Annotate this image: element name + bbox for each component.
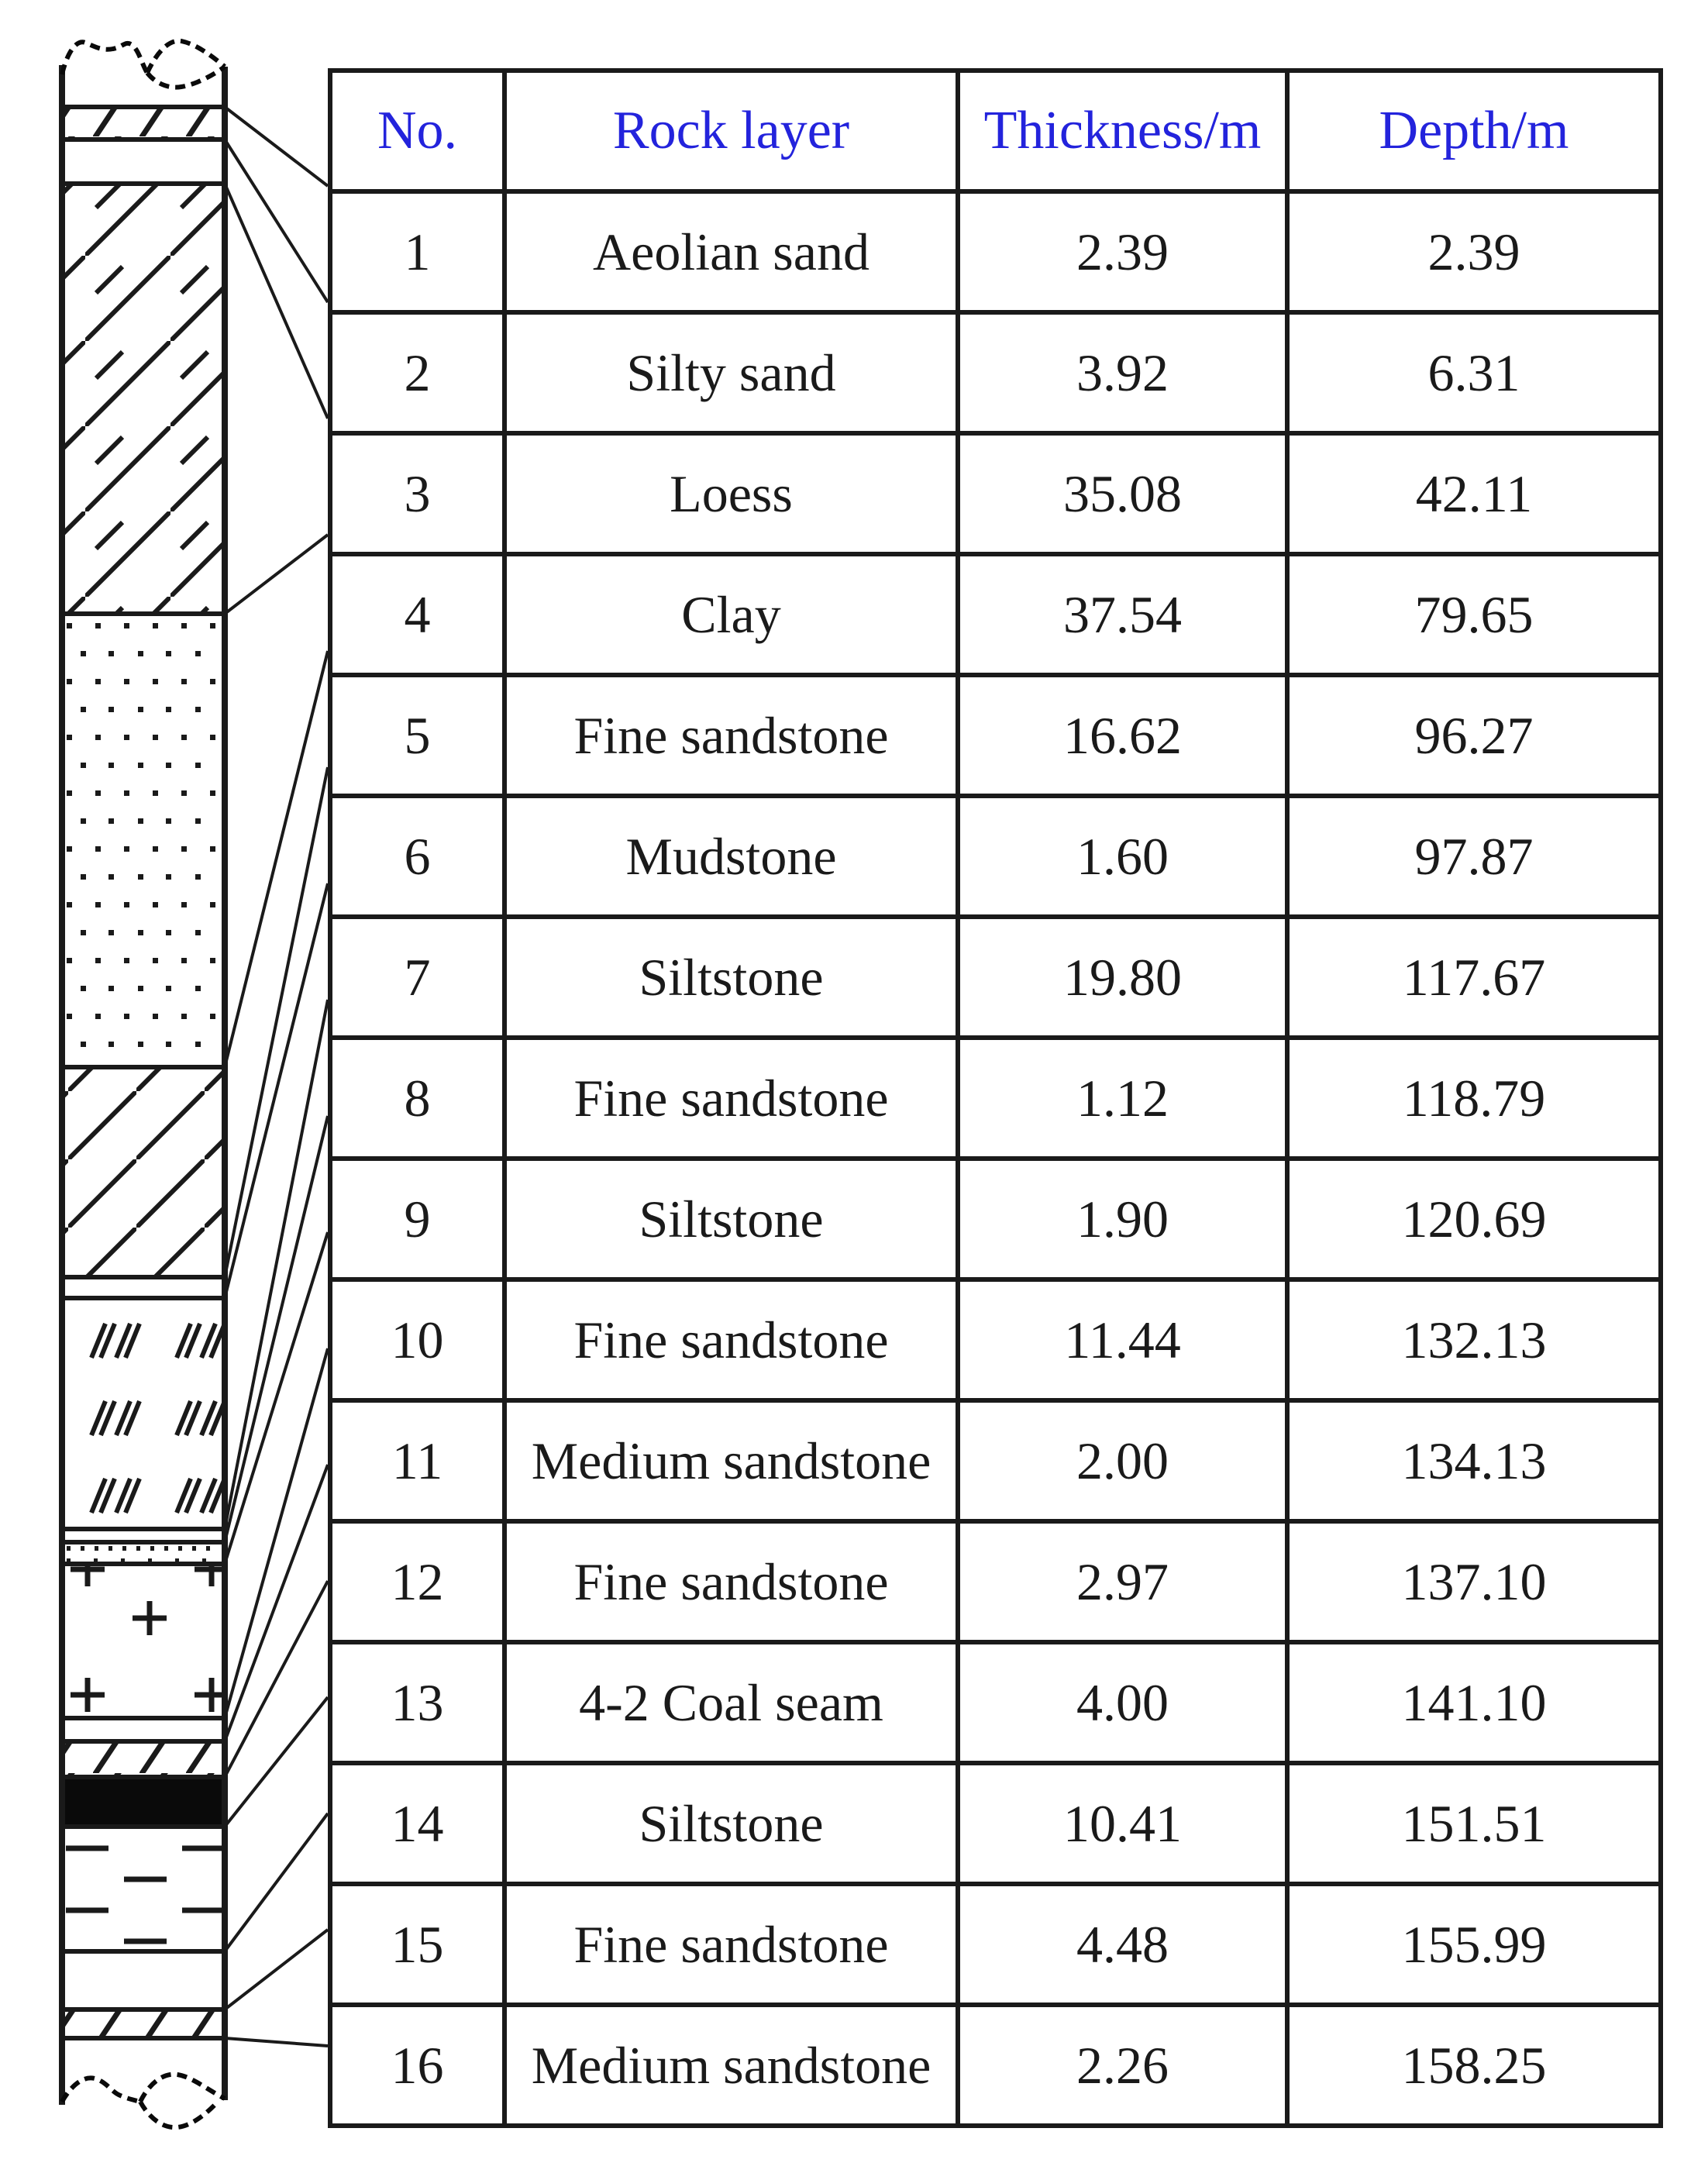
row-2-rock: Silty sand (504, 312, 958, 433)
leader-line (225, 1465, 328, 1741)
row-13-no: 13 (330, 1642, 504, 1763)
row-9-depth: 120.69 (1287, 1159, 1661, 1279)
top-break-wavy-line (62, 41, 225, 88)
row-3-no: 3 (330, 433, 504, 554)
rock-layer-table (328, 68, 1663, 2128)
row-14-depth: 151.51 (1287, 1763, 1661, 1884)
row-8-rock: Fine sandstone (504, 1038, 958, 1159)
row-8-no: 8 (330, 1038, 504, 1159)
row-11-thickness: 2.00 (958, 1400, 1287, 1521)
leader-line (225, 767, 328, 1277)
row-1-no: 1 (330, 191, 504, 312)
row-13-thickness: 4.00 (958, 1642, 1287, 1763)
leader-line (225, 535, 328, 614)
row-10-no: 10 (330, 1279, 504, 1400)
row-12-no: 12 (330, 1521, 504, 1642)
row-3-thickness: 35.08 (958, 433, 1287, 554)
header-rock-layer: Rock layer (504, 71, 958, 191)
row-2-depth: 6.31 (1287, 312, 1661, 433)
row-7-no: 7 (330, 917, 504, 1038)
leader-line (225, 1930, 328, 2009)
row-11-rock: Medium sandstone (504, 1400, 958, 1521)
row-6-thickness: 1.60 (958, 796, 1287, 917)
band-layer-4 (62, 614, 225, 1067)
row-4-no: 4 (330, 554, 504, 675)
table-row (330, 312, 1661, 433)
row-11-depth: 134.13 (1287, 1400, 1661, 1521)
table-row (330, 1159, 1661, 1279)
bottom-break-wavy-line (62, 2075, 225, 2128)
band-layer-7 (62, 1298, 225, 1529)
table-row (330, 1884, 1661, 2005)
row-4-depth: 79.65 (1287, 554, 1661, 675)
row-16-depth: 158.25 (1287, 2005, 1661, 2126)
row-1-depth: 2.39 (1287, 191, 1661, 312)
table-row (330, 191, 1661, 312)
row-12-depth: 137.10 (1287, 1521, 1661, 1642)
leader-line (225, 1697, 328, 1827)
header-no: No. (330, 71, 504, 191)
row-15-thickness: 4.48 (958, 1884, 1287, 2005)
row-3-rock: Loess (504, 433, 958, 554)
row-5-no: 5 (330, 675, 504, 796)
leader-line (225, 107, 328, 186)
row-2-thickness: 3.92 (958, 312, 1287, 433)
row-1-thickness: 2.39 (958, 191, 1287, 312)
header-thickness: Thickness/m (958, 71, 1287, 191)
table-header-row (330, 71, 1661, 191)
table-row (330, 917, 1661, 1038)
row-5-depth: 96.27 (1287, 675, 1661, 796)
row-7-rock: Siltstone (504, 917, 958, 1038)
row-15-depth: 155.99 (1287, 1884, 1661, 2005)
table-row (330, 1279, 1661, 1400)
table-row (330, 1642, 1661, 1763)
row-14-rock: Siltstone (504, 1763, 958, 1884)
row-10-rock: Fine sandstone (504, 1279, 958, 1400)
table-row (330, 1038, 1661, 1159)
row-6-rock: Mudstone (504, 796, 958, 917)
band-layer-15 (62, 1951, 225, 2009)
band-layer-5 (62, 1067, 225, 1277)
row-12-rock: Fine sandstone (504, 1521, 958, 1642)
leader-line (225, 1348, 328, 1718)
row-14-thickness: 10.41 (958, 1763, 1287, 1884)
table-row (330, 1763, 1661, 1884)
leader-line (225, 651, 328, 1067)
row-14-no: 14 (330, 1763, 504, 1884)
row-7-thickness: 19.80 (958, 917, 1287, 1038)
row-16-thickness: 2.26 (958, 2005, 1287, 2126)
row-12-thickness: 2.97 (958, 1521, 1287, 1642)
table-row (330, 796, 1661, 917)
row-13-depth: 141.10 (1287, 1642, 1661, 1763)
band-layer-3 (62, 184, 225, 614)
leader-line (225, 883, 328, 1298)
band-layer-6 (62, 1277, 225, 1298)
row-2-no: 2 (330, 312, 504, 433)
leader-line (225, 2038, 328, 2046)
header-depth: Depth/m (1287, 71, 1661, 191)
row-10-depth: 132.13 (1287, 1279, 1661, 1400)
table-row (330, 433, 1661, 554)
band-layer-12 (62, 1741, 225, 1777)
row-15-no: 15 (330, 1884, 504, 2005)
leader-line (225, 1116, 328, 1542)
row-5-thickness: 16.62 (958, 675, 1287, 796)
row-16-rock: Medium sandstone (504, 2005, 958, 2126)
band-layer-13 (62, 1777, 225, 1827)
leader-line (225, 1232, 328, 1564)
row-8-thickness: 1.12 (958, 1038, 1287, 1159)
leader-line (225, 1000, 328, 1529)
lithology-bands (62, 107, 225, 2038)
band-layer-10 (62, 1564, 225, 1718)
table-row (330, 675, 1661, 796)
table-row (330, 554, 1661, 675)
table-row (330, 1521, 1661, 1642)
table-row (330, 2005, 1661, 2126)
row-16-no: 16 (330, 2005, 504, 2126)
row-6-no: 6 (330, 796, 504, 917)
band-layer-16 (62, 2009, 225, 2038)
row-13-rock: 4-2 Coal seam (504, 1642, 958, 1763)
row-4-thickness: 37.54 (958, 554, 1287, 675)
table-row (330, 1400, 1661, 1521)
leader-lines (225, 107, 328, 2046)
row-9-no: 9 (330, 1159, 504, 1279)
leader-line (225, 1813, 328, 1951)
row-7-depth: 117.67 (1287, 917, 1661, 1038)
row-4-rock: Clay (504, 554, 958, 675)
row-9-thickness: 1.90 (958, 1159, 1287, 1279)
band-layer-14 (62, 1827, 225, 1951)
row-9-rock: Siltstone (504, 1159, 958, 1279)
row-3-depth: 42.11 (1287, 433, 1661, 554)
band-layer-11 (62, 1718, 225, 1741)
row-11-no: 11 (330, 1400, 504, 1521)
leader-line (225, 1581, 328, 1777)
row-5-rock: Fine sandstone (504, 675, 958, 796)
row-1-rock: Aeolian sand (504, 191, 958, 312)
band-layer-1 (62, 107, 225, 139)
row-8-depth: 118.79 (1287, 1038, 1661, 1159)
row-15-rock: Fine sandstone (504, 1884, 958, 2005)
row-6-depth: 97.87 (1287, 796, 1661, 917)
band-layer-2 (62, 139, 225, 184)
row-10-thickness: 11.44 (958, 1279, 1287, 1400)
